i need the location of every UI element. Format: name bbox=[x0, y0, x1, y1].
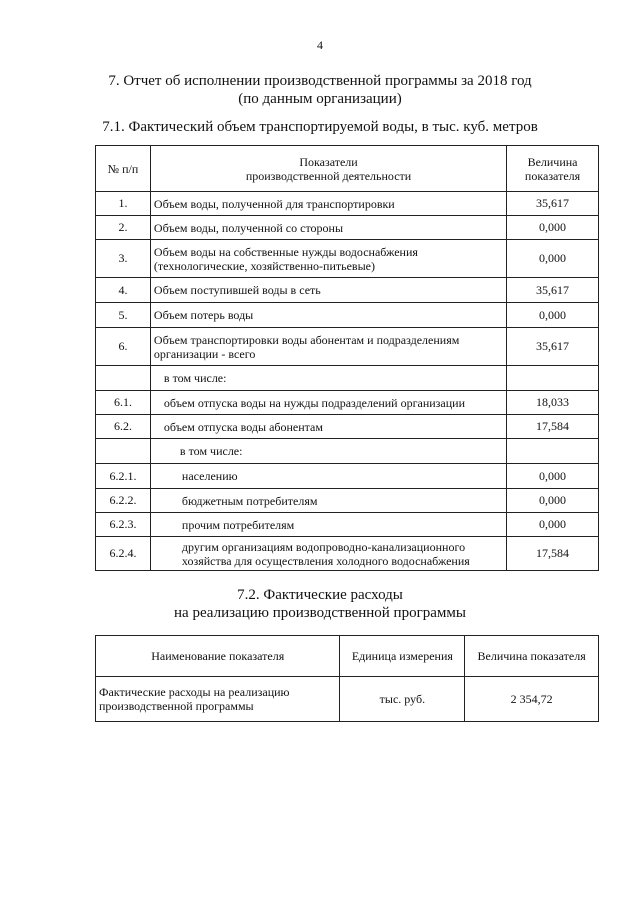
row-name: в том числе: bbox=[150, 439, 506, 464]
row-name: прочим потребителям bbox=[150, 513, 506, 537]
row-value: 35,617 bbox=[507, 278, 599, 303]
row-num: 6.2.2. bbox=[96, 489, 151, 513]
row-num: 6.2.3. bbox=[96, 513, 151, 537]
section-7-title-line2: (по данным организации) bbox=[238, 91, 402, 107]
header-name bbox=[150, 146, 506, 192]
row-num: 6. bbox=[96, 328, 151, 366]
section-7-title bbox=[0, 72, 640, 108]
row-name: населению bbox=[150, 464, 506, 489]
table-row bbox=[96, 464, 599, 489]
row-num: 5. bbox=[96, 303, 151, 328]
expenses-header-unit: Единица измерения bbox=[340, 636, 465, 677]
row-num: 1. bbox=[96, 192, 151, 216]
row-num bbox=[96, 439, 151, 464]
page-number: 4 bbox=[317, 38, 323, 52]
table-row bbox=[96, 192, 599, 216]
table-row bbox=[96, 415, 599, 439]
row-value: 17,584 bbox=[507, 537, 599, 571]
row-name: другим организациям водопроводно-канализационного хозяйства для осуществления холодного водоснабжения bbox=[150, 537, 506, 571]
expenses-row-name: Фактические расходы на реализацию производственной программы bbox=[96, 677, 340, 722]
row-name: бюджетным потребителям bbox=[150, 489, 506, 513]
expenses-table bbox=[95, 635, 599, 722]
row-value: 0,000 bbox=[507, 240, 599, 278]
row-num: 6.2.1. bbox=[96, 464, 151, 489]
row-name: Объем транспортировки воды абонентам и подразделениям организации - всего bbox=[150, 328, 506, 366]
row-num: 2. bbox=[96, 216, 151, 240]
row-name: в том числе: bbox=[150, 366, 506, 391]
header-value-line1: Величина bbox=[527, 154, 578, 169]
row-name: Объем воды, полученной для транспортировки bbox=[150, 192, 506, 216]
header-value-line2: показателя bbox=[524, 168, 581, 183]
row-num: 3. bbox=[96, 240, 151, 278]
row-value: 0,000 bbox=[507, 303, 599, 328]
header-name-line2: производственной деятельности bbox=[245, 168, 412, 183]
table-row bbox=[96, 489, 599, 513]
header-value bbox=[507, 146, 599, 192]
row-name: Объем поступившей воды в сеть bbox=[150, 278, 506, 303]
row-value: 35,617 bbox=[507, 328, 599, 366]
row-name: Объем воды, полученной со стороны bbox=[150, 216, 506, 240]
row-value: 0,000 bbox=[507, 216, 599, 240]
row-name: объем отпуска воды абонентам bbox=[150, 415, 506, 439]
header-name-line1: Показатели bbox=[299, 154, 358, 169]
water-volume-table bbox=[95, 145, 599, 571]
table-row bbox=[96, 439, 599, 464]
row-num: 6.2.4. bbox=[96, 537, 151, 571]
row-value bbox=[507, 366, 599, 391]
table-row bbox=[96, 240, 599, 278]
table-row bbox=[96, 303, 599, 328]
row-value: 0,000 bbox=[507, 464, 599, 489]
section-7-2-title bbox=[0, 586, 640, 622]
table-row bbox=[96, 391, 599, 415]
row-value: 35,617 bbox=[507, 192, 599, 216]
row-value: 0,000 bbox=[507, 513, 599, 537]
row-name: объем отпуска воды на нужды подразделений организации bbox=[150, 391, 506, 415]
expenses-row-value: 2 354,72 bbox=[465, 677, 599, 722]
row-value: 18,033 bbox=[507, 391, 599, 415]
section-7-2-title-line2: на реализацию производственной программы bbox=[174, 605, 466, 621]
expenses-header-name: Наименование показателя bbox=[96, 636, 340, 677]
table-row bbox=[96, 278, 599, 303]
table-header-row bbox=[96, 146, 599, 192]
expenses-header-row bbox=[96, 636, 599, 677]
section-7-1-title: 7.1. Фактический объем транспортируемой воды, в тыс. куб. метров bbox=[102, 119, 538, 135]
table-row bbox=[96, 328, 599, 366]
header-num: № п/п bbox=[96, 146, 151, 192]
row-num: 4. bbox=[96, 278, 151, 303]
row-num: 6.1. bbox=[96, 391, 151, 415]
row-value bbox=[507, 439, 599, 464]
table-row bbox=[96, 216, 599, 240]
table-row bbox=[96, 366, 599, 391]
row-name: Объем воды на собственные нужды водоснабжения (технологические, хозяйственно-питьевые) bbox=[150, 240, 506, 278]
row-name: Объем потерь воды bbox=[150, 303, 506, 328]
expenses-row-unit: тыс. руб. bbox=[340, 677, 465, 722]
table-row bbox=[96, 537, 599, 571]
section-7-2-title-line1: 7.2. Фактические расходы bbox=[237, 587, 403, 603]
row-value: 0,000 bbox=[507, 489, 599, 513]
expenses-header-value: Величина показателя bbox=[465, 636, 599, 677]
table-row bbox=[96, 513, 599, 537]
expenses-row bbox=[96, 677, 599, 722]
row-num bbox=[96, 366, 151, 391]
row-value: 17,584 bbox=[507, 415, 599, 439]
row-num: 6.2. bbox=[96, 415, 151, 439]
section-7-title-line1: 7. Отчет об исполнении производственной программы за 2018 год bbox=[108, 73, 532, 89]
